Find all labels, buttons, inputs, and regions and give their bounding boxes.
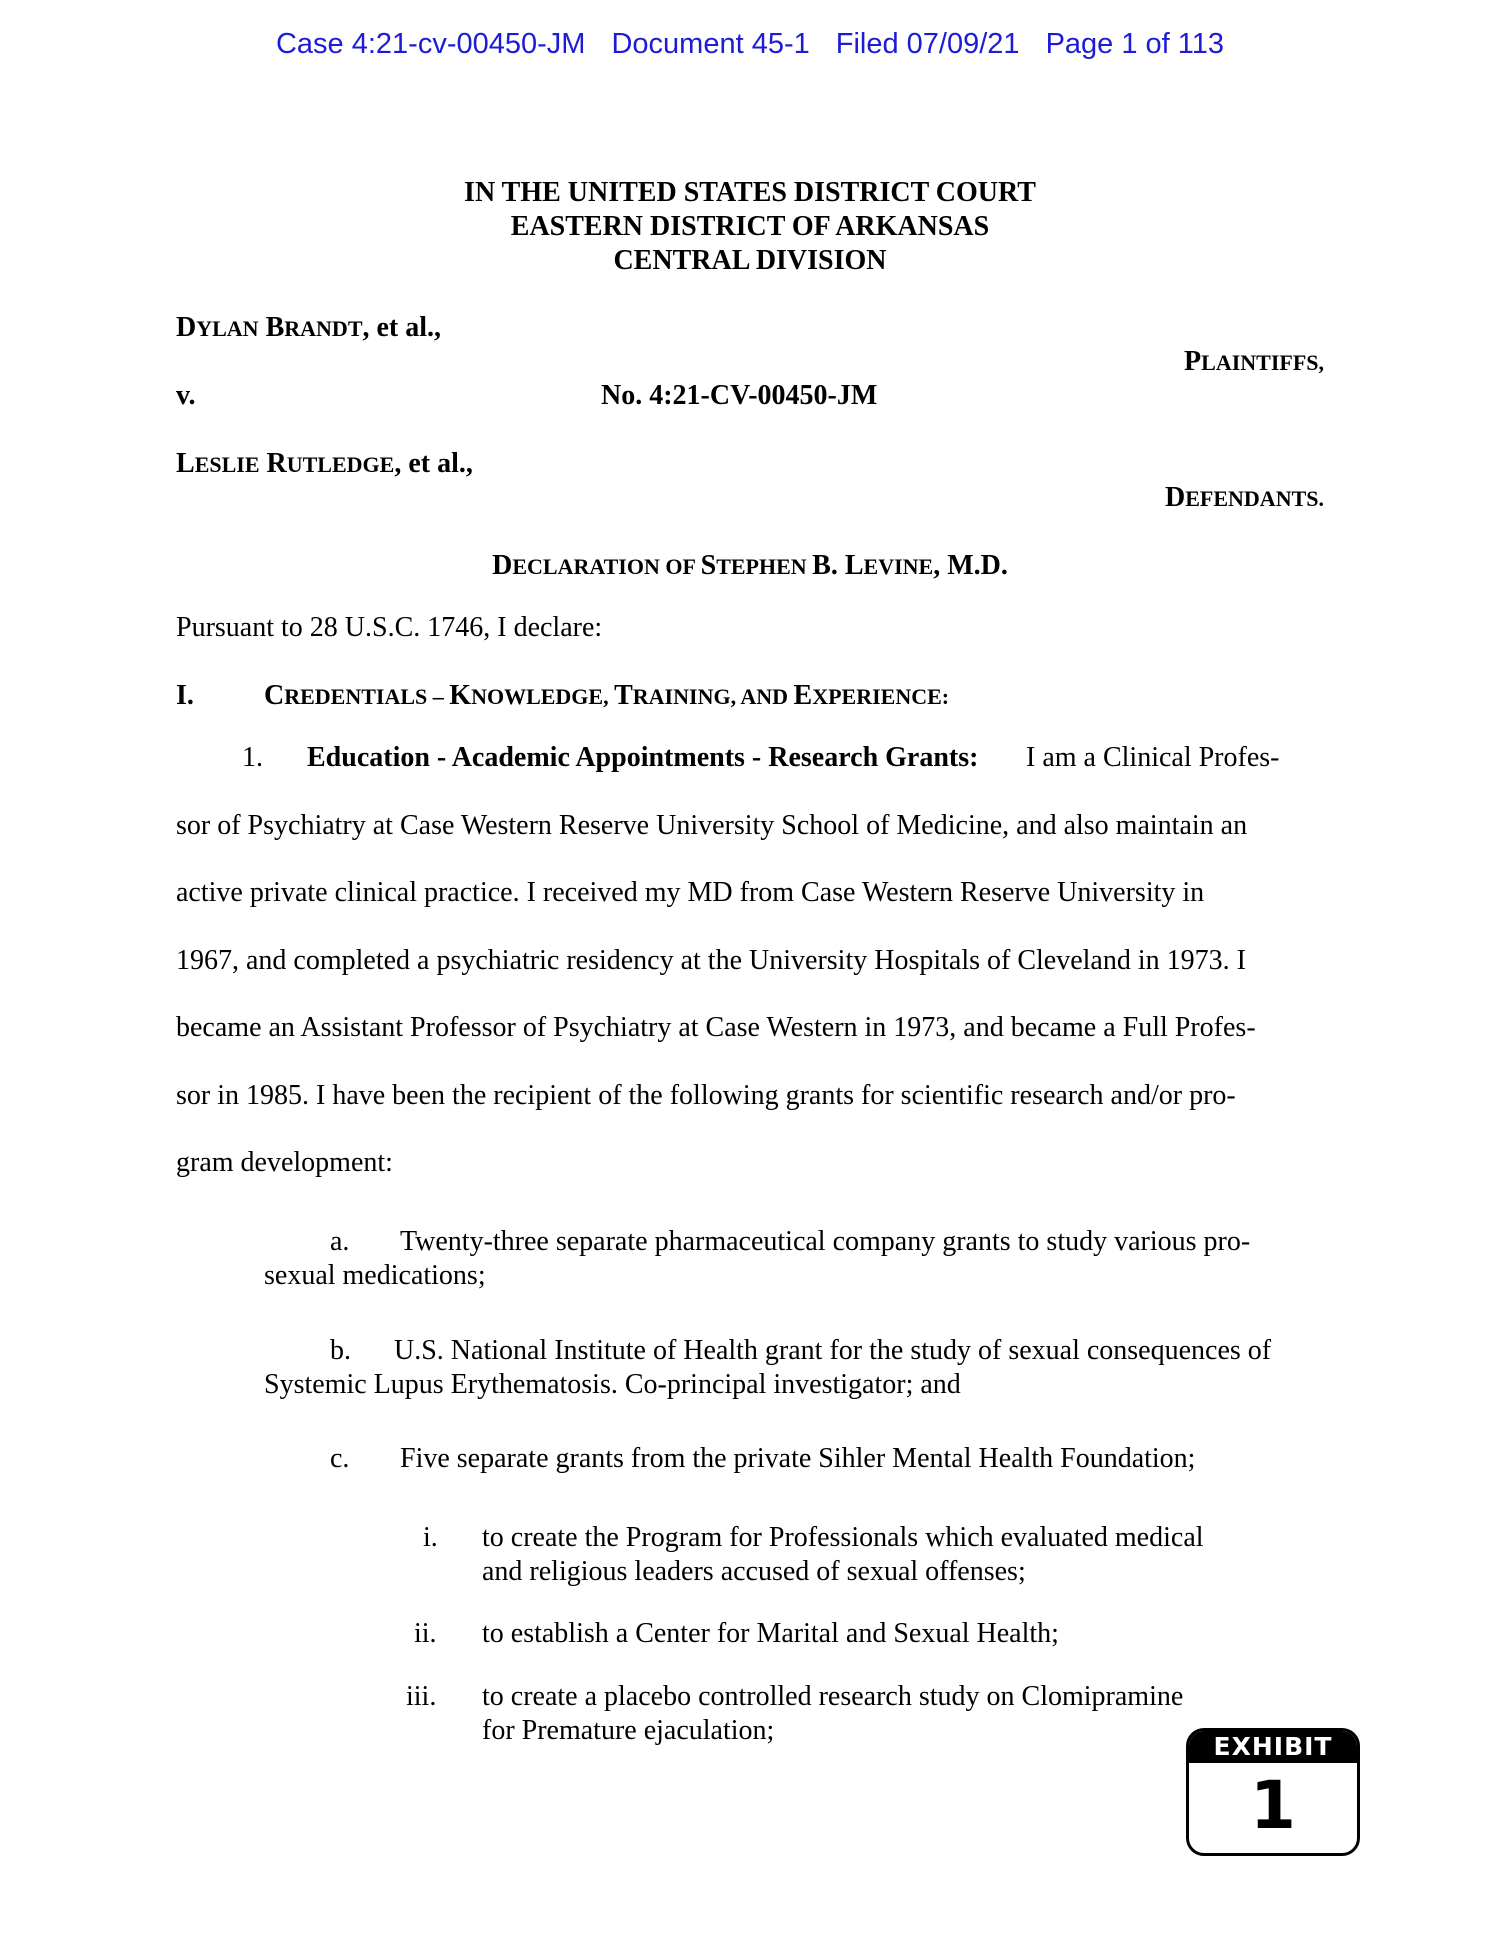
- exhibit-label: EXHIBIT: [1189, 1731, 1357, 1763]
- subgrant-i-line-1: to create the Program for Professionals which evaluated medical: [482, 1522, 1204, 1553]
- paragraph-1-line: active private clinical practice. I received my MD from Case Western Reserve University in: [176, 877, 1205, 908]
- grant-a-label: a.: [330, 1226, 350, 1257]
- grant-b-line-1: U.S. National Institute of Health grant for the study of sexual consequences of: [394, 1335, 1272, 1366]
- stamp-page: Page 1 of 113: [1045, 28, 1225, 60]
- subgrant-iii-line-2: for Premature ejaculation;: [482, 1715, 775, 1746]
- section-heading: CREDENTIALS – KNOWLEDGE, TRAINING, AND EXPERIENCE:: [264, 680, 950, 711]
- paragraph-1-line: gram development:: [176, 1147, 393, 1178]
- paragraph-1-heading: Education - Academic Appointments - Research Grants:: [307, 742, 979, 773]
- paragraph-1-line: I am a Clinical Profes-: [1026, 742, 1280, 773]
- versus-label: v.: [176, 380, 196, 411]
- grant-a-line-2: sexual medications;: [264, 1260, 486, 1291]
- grant-b-line-2: Systemic Lupus Erythematosis. Co-principal investigator; and: [264, 1369, 961, 1400]
- grant-c-label: c.: [330, 1443, 350, 1474]
- paragraph-1-line: became an Assistant Professor of Psychiatry at Case Western in 1973, and became a Full Profes-: [176, 1012, 1256, 1043]
- plaintiff-name: DYLAN BRANDT, et al.,: [176, 312, 442, 343]
- exhibit-sticker: [1186, 1728, 1360, 1856]
- grant-a-line-1: Twenty-three separate pharmaceutical company grants to study various pro-: [400, 1226, 1251, 1257]
- stamp-document: Document 45-1: [611, 28, 810, 60]
- subgrant-iii-line-1: to create a placebo controlled research study on Clomipramine: [482, 1681, 1184, 1712]
- paragraph-1-line: 1967, and completed a psychiatric residency at the University Hospitals of Cleveland in 1973. I: [176, 945, 1246, 976]
- court-heading: [0, 176, 1500, 278]
- section-number: I.: [176, 680, 194, 711]
- grant-c-line-1: Five separate grants from the private Sihler Mental Health Foundation;: [400, 1443, 1196, 1474]
- subgrant-i-line-2: and religious leaders accused of sexual offenses;: [482, 1556, 1026, 1587]
- paragraph-1-line: sor of Psychiatry at Case Western Reserve University School of Medicine, and also maintain an: [176, 810, 1248, 841]
- court-line-2: EASTERN DISTRICT OF ARKANSAS: [510, 211, 990, 242]
- paragraph-1-number: 1.: [242, 742, 263, 773]
- stamp-filed: Filed 07/09/21: [835, 28, 1020, 60]
- court-line-1: IN THE UNITED STATES DISTRICT COURT: [464, 177, 1036, 208]
- grant-b-label: b.: [330, 1335, 351, 1366]
- subgrant-ii-label: ii.: [414, 1618, 437, 1649]
- declaration-title: DECLARATION OF STEPHEN B. LEVINE, M.D.: [492, 550, 1008, 581]
- ecf-header-stamp: [0, 28, 1500, 61]
- plaintiffs-label: PLAINTIFFS,: [1184, 346, 1324, 377]
- subgrant-ii-line-1: to establish a Center for Marital and Sexual Health;: [482, 1618, 1059, 1649]
- case-number: No. 4:21-CV-00450-JM: [601, 380, 878, 411]
- defendants-label: DEFENDANTS.: [1165, 482, 1324, 513]
- intro-text: Pursuant to 28 U.S.C. 1746, I declare:: [176, 612, 603, 643]
- subgrant-iii-label: iii.: [406, 1681, 437, 1712]
- defendant-name: LESLIE RUTLEDGE, et al.,: [176, 448, 473, 479]
- exhibit-number: 1: [1250, 1767, 1296, 1844]
- stamp-case: Case 4:21-cv-00450-JM: [275, 28, 586, 60]
- court-line-3: CENTRAL DIVISION: [613, 245, 887, 276]
- subgrant-i-label: i.: [423, 1522, 438, 1553]
- paragraph-1-line: sor in 1985. I have been the recipient of the following grants for scientific research and/or pro-: [176, 1080, 1236, 1111]
